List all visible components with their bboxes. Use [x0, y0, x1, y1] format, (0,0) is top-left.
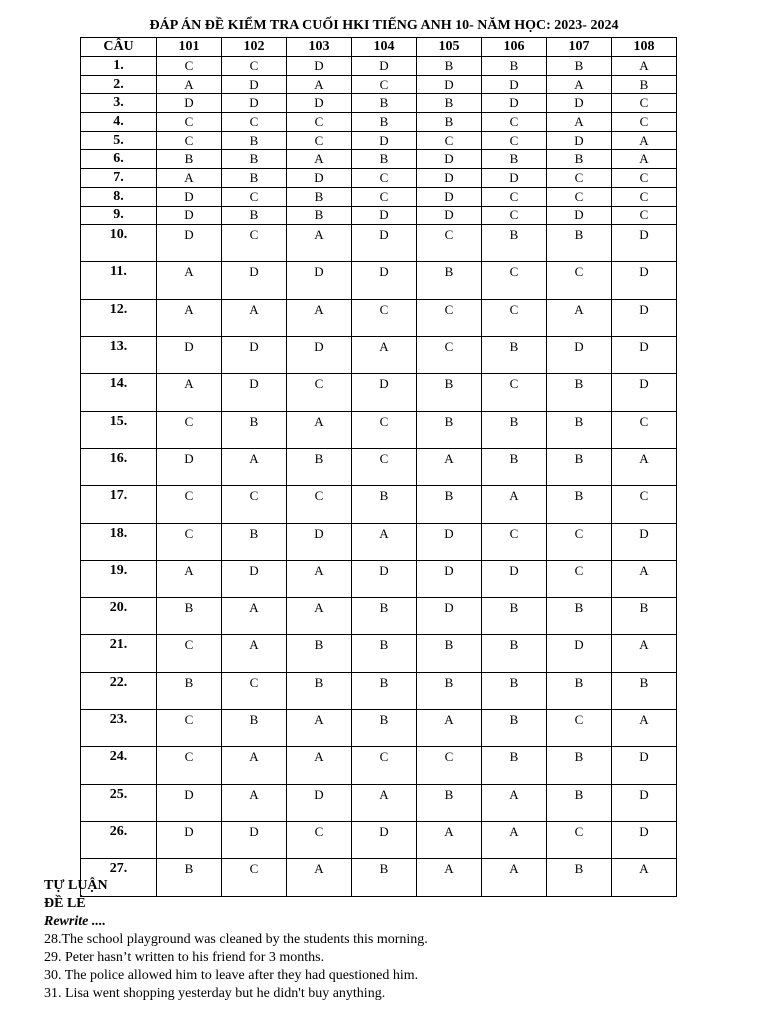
essay-heading: TỰ LUẬN — [44, 878, 108, 893]
answer-cell: B — [547, 859, 612, 896]
table-row — [81, 784, 677, 821]
rewrite-instruction: Rewrite .... — [44, 914, 106, 929]
header-exam-code: 107 — [547, 38, 612, 57]
header-exam-code: 101 — [157, 38, 222, 57]
answer-cell: D — [547, 206, 612, 225]
answer-cell: A — [222, 299, 287, 336]
table-row — [81, 374, 677, 411]
question-number: 25. — [81, 784, 157, 821]
answer-cell: C — [417, 299, 482, 336]
question-number: 19. — [81, 560, 157, 597]
table-row — [81, 113, 677, 132]
answer-cell: D — [612, 374, 677, 411]
answer-cell: D — [222, 75, 287, 94]
answer-cell: D — [287, 784, 352, 821]
answer-cell: D — [417, 523, 482, 560]
answer-cell: A — [287, 859, 352, 896]
answer-cell: A — [157, 169, 222, 188]
answer-cell: A — [482, 486, 547, 523]
essay-section — [44, 877, 744, 1003]
answer-cell: B — [547, 411, 612, 448]
answer-cell: A — [417, 710, 482, 747]
header-exam-code: 105 — [417, 38, 482, 57]
question-number: 8. — [81, 187, 157, 206]
header-exam-code: 104 — [352, 38, 417, 57]
answer-cell: B — [352, 859, 417, 896]
table-row — [81, 710, 677, 747]
question-number: 10. — [81, 225, 157, 262]
answer-cell: A — [482, 821, 547, 858]
answer-cell: B — [482, 747, 547, 784]
question-number: 3. — [81, 94, 157, 113]
answer-cell: B — [157, 150, 222, 169]
answer-cell: A — [287, 225, 352, 262]
answer-cell: B — [417, 94, 482, 113]
header-exam-code: 102 — [222, 38, 287, 57]
answer-cell: C — [547, 523, 612, 560]
answer-cell: C — [157, 411, 222, 448]
answer-cell: B — [352, 635, 417, 672]
answer-cell: C — [482, 262, 547, 299]
answer-cell: B — [482, 150, 547, 169]
answer-cell: B — [222, 523, 287, 560]
answer-cell: B — [352, 113, 417, 132]
answer-cell: C — [612, 411, 677, 448]
answer-cell: C — [352, 411, 417, 448]
question-number: 9. — [81, 206, 157, 225]
answer-cell: C — [547, 821, 612, 858]
question-number: 7. — [81, 169, 157, 188]
table-body — [81, 57, 677, 897]
table-row — [81, 299, 677, 336]
answer-cell: B — [222, 150, 287, 169]
answer-cell: C — [222, 113, 287, 132]
answer-cell: B — [482, 57, 547, 76]
answer-cell: D — [417, 598, 482, 635]
answer-cell: B — [222, 131, 287, 150]
answer-cell: C — [157, 747, 222, 784]
answer-cell: D — [482, 169, 547, 188]
answer-cell: D — [612, 225, 677, 262]
answer-cell: B — [287, 672, 352, 709]
answer-cell: B — [417, 411, 482, 448]
answer-cell: B — [482, 225, 547, 262]
answer-cell: B — [547, 672, 612, 709]
answer-cell: A — [612, 131, 677, 150]
answer-cell: B — [547, 448, 612, 485]
question-number: 1. — [81, 57, 157, 76]
answer-cell: C — [352, 187, 417, 206]
answer-cell: D — [222, 821, 287, 858]
answer-cell: C — [482, 131, 547, 150]
answer-cell: B — [287, 635, 352, 672]
answer-cell: A — [612, 57, 677, 76]
answer-cell: C — [547, 169, 612, 188]
answer-cell: A — [547, 299, 612, 336]
answer-cell: A — [287, 150, 352, 169]
answer-cell: D — [482, 94, 547, 113]
answer-cell: C — [222, 859, 287, 896]
question-number: 21. — [81, 635, 157, 672]
answer-cell: C — [417, 131, 482, 150]
question-number: 24. — [81, 747, 157, 784]
question-number: 27. — [81, 859, 157, 896]
answer-cell: C — [287, 131, 352, 150]
answer-cell: A — [612, 448, 677, 485]
answer-cell: C — [222, 486, 287, 523]
answer-cell: B — [482, 411, 547, 448]
answer-cell: D — [482, 560, 547, 597]
answer-cell: A — [612, 560, 677, 597]
table-row — [81, 486, 677, 523]
answer-cell: C — [157, 710, 222, 747]
answer-cell: C — [612, 187, 677, 206]
essay-line: 31. Lisa went shopping yesterday but he didn't buy anything. — [44, 986, 386, 1001]
table-row — [81, 821, 677, 858]
question-number: 13. — [81, 337, 157, 374]
answer-cell: D — [222, 262, 287, 299]
answer-cell: D — [287, 94, 352, 113]
answer-cell: C — [157, 523, 222, 560]
answer-cell: C — [482, 299, 547, 336]
answer-cell: D — [352, 225, 417, 262]
answer-cell: A — [287, 747, 352, 784]
answer-cell: C — [482, 187, 547, 206]
answer-cell: D — [222, 560, 287, 597]
answer-cell: C — [352, 448, 417, 485]
answer-cell: C — [157, 57, 222, 76]
answer-cell: B — [222, 411, 287, 448]
answer-cell: C — [352, 299, 417, 336]
table-row — [81, 187, 677, 206]
answer-cell: D — [417, 187, 482, 206]
answer-cell: B — [287, 448, 352, 485]
table-row — [81, 672, 677, 709]
answer-cell: A — [222, 635, 287, 672]
answer-cell: A — [547, 113, 612, 132]
essay-subheading: ĐỀ LẺ — [44, 896, 86, 911]
answer-cell: C — [222, 672, 287, 709]
answer-cell: D — [157, 206, 222, 225]
answer-cell: B — [352, 710, 417, 747]
essay-line: 28.The school playground was cleaned by the students this morning. — [44, 932, 428, 947]
answer-cell: B — [612, 672, 677, 709]
answer-cell: C — [352, 75, 417, 94]
answer-cell: B — [547, 150, 612, 169]
answer-cell: D — [547, 131, 612, 150]
table-row — [81, 560, 677, 597]
answer-cell: C — [222, 225, 287, 262]
header-exam-code: 103 — [287, 38, 352, 57]
answer-cell: D — [482, 75, 547, 94]
answer-cell: B — [287, 187, 352, 206]
answer-cell: C — [547, 560, 612, 597]
answer-cell: B — [547, 225, 612, 262]
answer-cell: A — [287, 411, 352, 448]
answer-cell: B — [352, 598, 417, 635]
question-number: 2. — [81, 75, 157, 94]
answer-cell: B — [417, 672, 482, 709]
answer-cell: D — [352, 374, 417, 411]
answer-cell: B — [222, 169, 287, 188]
answer-cell: A — [157, 75, 222, 94]
answer-cell: C — [612, 169, 677, 188]
answer-cell: A — [157, 299, 222, 336]
answer-cell: C — [547, 710, 612, 747]
answer-cell: C — [547, 187, 612, 206]
question-number: 15. — [81, 411, 157, 448]
answer-cell: B — [352, 486, 417, 523]
answer-cell: D — [612, 337, 677, 374]
table-row — [81, 131, 677, 150]
header-exam-code: 108 — [612, 38, 677, 57]
answer-cell: D — [352, 57, 417, 76]
answer-cell: B — [417, 635, 482, 672]
answer-cell: D — [547, 94, 612, 113]
table-row — [81, 75, 677, 94]
answer-cell: B — [222, 206, 287, 225]
answer-cell: B — [482, 635, 547, 672]
answer-cell: D — [612, 523, 677, 560]
question-number: 22. — [81, 672, 157, 709]
answer-cell: A — [287, 299, 352, 336]
question-number: 14. — [81, 374, 157, 411]
answer-cell: C — [482, 113, 547, 132]
answer-cell: B — [547, 598, 612, 635]
answer-cell: A — [547, 75, 612, 94]
answer-cell: D — [157, 784, 222, 821]
answer-cell: A — [352, 337, 417, 374]
answer-cell: A — [612, 859, 677, 896]
answer-cell: B — [417, 374, 482, 411]
table-row — [81, 523, 677, 560]
answer-cell: D — [287, 169, 352, 188]
question-number: 4. — [81, 113, 157, 132]
answer-cell: B — [547, 784, 612, 821]
table-row — [81, 57, 677, 76]
page-title: ĐÁP ÁN ĐỀ KIỂM TRA CUỐI HKI TIẾNG ANH 10- NĂM HỌC: 2023- 2024 — [149, 18, 619, 33]
answer-cell: A — [612, 710, 677, 747]
question-number: 18. — [81, 523, 157, 560]
answer-cell: C — [352, 169, 417, 188]
header-exam-code: 106 — [482, 38, 547, 57]
answer-cell: B — [157, 859, 222, 896]
answer-cell: C — [547, 262, 612, 299]
answer-cell: C — [417, 225, 482, 262]
answer-cell: B — [482, 337, 547, 374]
answer-cell: D — [352, 262, 417, 299]
table-row — [81, 448, 677, 485]
answer-cell: B — [157, 598, 222, 635]
answer-cell: D — [417, 206, 482, 225]
answer-cell: C — [287, 113, 352, 132]
question-number: 11. — [81, 262, 157, 299]
question-number: 5. — [81, 131, 157, 150]
answer-cell: B — [417, 486, 482, 523]
answer-cell: C — [352, 747, 417, 784]
answer-cell: A — [482, 784, 547, 821]
essay-line: 30. The police allowed him to leave after they had questioned him. — [44, 968, 419, 983]
answer-cell: D — [417, 560, 482, 597]
answer-cell: D — [417, 75, 482, 94]
answer-cell: C — [222, 187, 287, 206]
answer-cell: B — [417, 262, 482, 299]
answer-cell: C — [612, 94, 677, 113]
answer-cell: B — [287, 206, 352, 225]
answer-cell: C — [222, 57, 287, 76]
question-number: 6. — [81, 150, 157, 169]
answer-cell: C — [417, 337, 482, 374]
table-header-row — [81, 38, 677, 57]
question-number: 23. — [81, 710, 157, 747]
table-row — [81, 169, 677, 188]
answer-cell: D — [612, 747, 677, 784]
answer-cell: B — [482, 598, 547, 635]
answer-cell: A — [482, 859, 547, 896]
table-row — [81, 598, 677, 635]
answer-cell: B — [352, 94, 417, 113]
answer-cell: A — [157, 560, 222, 597]
answer-cell: D — [157, 94, 222, 113]
answer-cell: D — [352, 821, 417, 858]
answer-cell: B — [612, 598, 677, 635]
answer-cell: B — [417, 57, 482, 76]
answer-cell: A — [417, 821, 482, 858]
answer-key-table — [80, 37, 677, 897]
answer-cell: C — [612, 206, 677, 225]
answer-cell: D — [287, 262, 352, 299]
answer-cell: D — [287, 57, 352, 76]
answer-cell: A — [287, 75, 352, 94]
answer-cell: D — [287, 523, 352, 560]
answer-cell: D — [157, 821, 222, 858]
answer-cell: B — [547, 374, 612, 411]
header-question: CÂU — [81, 38, 157, 57]
answer-cell: D — [417, 150, 482, 169]
answer-cell: C — [157, 113, 222, 132]
question-number: 12. — [81, 299, 157, 336]
answer-cell: D — [287, 337, 352, 374]
question-number: 20. — [81, 598, 157, 635]
answer-cell: B — [612, 75, 677, 94]
answer-cell: C — [417, 747, 482, 784]
answer-cell: C — [157, 131, 222, 150]
answer-cell: A — [417, 859, 482, 896]
answer-cell: B — [547, 57, 612, 76]
answer-cell: B — [352, 150, 417, 169]
answer-cell: A — [222, 448, 287, 485]
answer-cell: C — [287, 374, 352, 411]
answer-cell: C — [482, 374, 547, 411]
answer-cell: D — [417, 169, 482, 188]
answer-cell: D — [352, 131, 417, 150]
answer-cell: D — [547, 635, 612, 672]
answer-cell: D — [612, 821, 677, 858]
answer-cell: A — [612, 150, 677, 169]
answer-cell: A — [157, 374, 222, 411]
answer-cell: A — [157, 262, 222, 299]
essay-line: 29. Peter hasn’t written to his friend for 3 months. — [44, 950, 325, 965]
answer-cell: A — [287, 598, 352, 635]
table-row — [81, 262, 677, 299]
table-row — [81, 411, 677, 448]
answer-cell: A — [222, 598, 287, 635]
answer-cell: C — [287, 821, 352, 858]
table-row — [81, 150, 677, 169]
answer-cell: B — [222, 710, 287, 747]
question-number: 26. — [81, 821, 157, 858]
answer-cell: C — [287, 486, 352, 523]
answer-cell: B — [482, 672, 547, 709]
answer-cell: D — [157, 448, 222, 485]
answer-cell: B — [417, 784, 482, 821]
answer-cell: B — [547, 747, 612, 784]
table-row — [81, 337, 677, 374]
answer-cell: D — [612, 262, 677, 299]
answer-cell: D — [222, 94, 287, 113]
table-row — [81, 94, 677, 113]
question-number: 16. — [81, 448, 157, 485]
answer-cell: A — [352, 523, 417, 560]
answer-cell: A — [287, 710, 352, 747]
answer-cell: D — [157, 337, 222, 374]
answer-cell: D — [352, 560, 417, 597]
table-row — [81, 225, 677, 262]
answer-cell: B — [352, 672, 417, 709]
answer-cell: A — [287, 560, 352, 597]
answer-cell: B — [417, 113, 482, 132]
answer-cell: D — [612, 299, 677, 336]
answer-cell: D — [352, 206, 417, 225]
question-number: 17. — [81, 486, 157, 523]
answer-cell: C — [157, 486, 222, 523]
answer-cell: B — [547, 486, 612, 523]
answer-cell: A — [612, 635, 677, 672]
answer-cell: D — [222, 337, 287, 374]
answer-cell: B — [157, 672, 222, 709]
table-row — [81, 206, 677, 225]
answer-cell: C — [612, 486, 677, 523]
answer-cell: C — [482, 206, 547, 225]
answer-cell: C — [612, 113, 677, 132]
table-row — [81, 635, 677, 672]
table-row — [81, 747, 677, 784]
answer-cell: A — [417, 448, 482, 485]
answer-cell: C — [157, 635, 222, 672]
answer-cell: A — [352, 784, 417, 821]
answer-cell: C — [482, 523, 547, 560]
answer-cell: A — [222, 747, 287, 784]
answer-cell: D — [157, 187, 222, 206]
answer-cell: D — [547, 337, 612, 374]
answer-cell: A — [222, 784, 287, 821]
answer-cell: B — [482, 448, 547, 485]
answer-cell: B — [482, 710, 547, 747]
answer-cell: D — [157, 225, 222, 262]
answer-cell: D — [612, 784, 677, 821]
answer-cell: D — [222, 374, 287, 411]
